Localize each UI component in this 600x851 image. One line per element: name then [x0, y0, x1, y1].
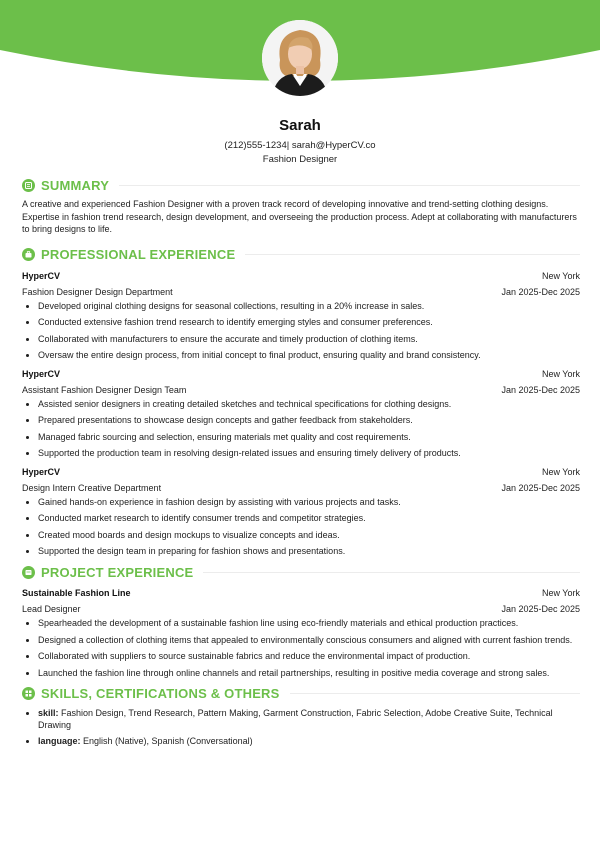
projects-section: [22, 563, 580, 679]
skill-value: Fashion Design, Trend Research, Pattern Making, Garment Construction, Fabric Selection, Adobe Creative Suite, Technical Drawing: [38, 707, 553, 730]
location: New York: [541, 270, 580, 281]
bullet-list: [22, 496, 580, 558]
resume-content: [22, 176, 580, 753]
role: Lead Designer: [22, 604, 81, 614]
experience-heading: PROFESSIONAL EXPERIENCE: [41, 247, 236, 262]
dates: Jan 2025-Dec 2025: [501, 384, 580, 395]
profile-title: Fashion Designer: [262, 154, 338, 165]
divider: [119, 185, 580, 186]
divider: [245, 254, 580, 255]
skill-value: English (Native), Spanish (Conversational): [83, 736, 253, 746]
list-item: • Conducted market research to identify consumer trends and competitor strategies.: [38, 512, 580, 524]
skills-heading: SKILLS, CERTIFICATIONS & OTHERS: [41, 686, 280, 701]
experience-entry: [22, 268, 580, 362]
bullet-list: [22, 617, 580, 679]
briefcase-icon: [22, 248, 35, 261]
company-name: HyperCV: [22, 368, 61, 379]
profile-name: Sarah: [279, 117, 321, 134]
summary-heading: SUMMARY: [41, 177, 110, 193]
projects-heading: PROJECT EXPERIENCE: [41, 564, 194, 580]
projects-header: [22, 563, 580, 581]
role: Assistant Fashion Designer Design Team: [22, 384, 187, 395]
experience-header: [22, 246, 580, 264]
grid-icon: [22, 687, 35, 700]
bullet-list: [22, 398, 580, 460]
list-item: • Assisted senior designers in creating detailed sketches and technical specifications for clothing designs.: [38, 398, 580, 410]
experience-entry: [22, 366, 580, 460]
skill-label: skill:: [38, 707, 59, 718]
avatar: [262, 20, 338, 96]
list-item: • Managed fabric sourcing and selection, ensuring materials met quality and cost requirements.: [38, 431, 580, 443]
dates: Jan 2025-Dec 2025: [501, 604, 580, 614]
list-item: [38, 735, 580, 747]
summary-section: [22, 176, 580, 236]
list-item: • Collaborated with suppliers to source sustainable fabrics and reduce the environmental impact of production.: [38, 650, 580, 662]
location: New York: [541, 588, 580, 598]
skills-section: [22, 685, 580, 748]
list-item: • Oversaw the entire design process, from initial concept to final product, ensuring quality and brand consistency.: [38, 349, 580, 361]
dates: Jan 2025-Dec 2025: [501, 286, 580, 297]
role: Design Intern Creative Department: [22, 482, 162, 493]
list-item: • Collaborated with manufacturers to ensure the accurate and timely production of clothing items.: [38, 333, 580, 345]
skills-header: [22, 685, 580, 703]
project-name: Sustainable Fashion Line: [22, 588, 131, 598]
contact-line: [0, 140, 600, 151]
experience-entry: [22, 464, 580, 558]
bullet-list: [22, 300, 580, 362]
divider: [290, 693, 580, 694]
dates: Jan 2025-Dec 2025: [501, 482, 580, 493]
list-item: • Designed a collection of clothing items that appealed to environmentally conscious consumers and aligned with current fashion trends.: [38, 634, 580, 646]
summary-text: A creative and experienced Fashion Designer with a proven track record of developing innovative and trend-setting clothing designs. Expertise in fashion trend research, design development, and overseeing the production process. Adept at collaborating with manufacturers to bring designs to life.: [22, 199, 577, 234]
list-item: • Spearheaded the development of a sustainable fashion line using eco-friendly materials and ethical production practices.: [38, 617, 580, 629]
list-item: • Gained hands-on experience in fashion design by assisting with various projects and tasks.: [38, 496, 580, 508]
experience-section: [22, 246, 580, 558]
list-item: • Conducted extensive fashion trend research to identify emerging styles and consumer preferences.: [38, 316, 580, 328]
list-item: • Launched the fashion line through online channels and retail partnerships, resulting in positive media coverage and strong sales.: [38, 667, 580, 679]
email: sarah@HyperCV.co: [291, 140, 376, 151]
list-item: • Supported the design team in preparing for fashion shows and presentations.: [38, 545, 580, 557]
list-item: • Developed original clothing designs for seasonal collections, resulting in a 20% increase in sales.: [38, 300, 580, 312]
company-name: HyperCV: [22, 270, 61, 281]
company-name: HyperCV: [22, 466, 61, 477]
list-item: [38, 707, 580, 731]
list-item: • Prepared presentations to showcase design concepts and gather feedback from stakeholders.: [38, 414, 580, 426]
skill-label: language:: [38, 736, 81, 746]
project-entry: [22, 585, 580, 679]
location: New York: [541, 466, 580, 477]
folder-icon: [22, 566, 35, 579]
list-item: • Supported the production team in resolving design-related issues and ensuring timely delivery of products.: [38, 447, 580, 459]
summary-header: [22, 176, 580, 194]
role: Fashion Designer Design Department: [22, 286, 173, 297]
skills-list: [22, 707, 580, 748]
location: New York: [541, 368, 580, 379]
phone: (212)555-1234: [224, 140, 287, 151]
contact-separator: |: [286, 140, 292, 151]
document-icon: [22, 179, 35, 192]
list-item: • Created mood boards and design mockups to visualize concepts and ideas.: [38, 529, 580, 541]
divider: [203, 572, 580, 573]
